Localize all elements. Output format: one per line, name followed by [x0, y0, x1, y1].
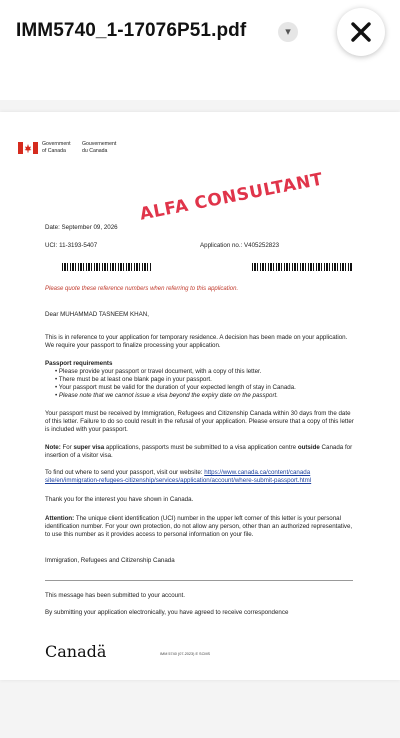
received-paragraph: Your passport must be received by Immigration, Refugees and Citizenship Canada within 30 days from the date of this letter. Failure to do so could result in the refusal of your application. Please ensure that a copy of this letter is included with your passport.	[45, 410, 354, 434]
viewer-header	[0, 0, 400, 100]
application-barcode	[252, 263, 352, 271]
government-en: Government of Canada	[42, 141, 71, 154]
canada-flag-icon	[18, 142, 38, 154]
requirements-list	[55, 368, 357, 400]
letter-date: Date: September 09, 2026	[45, 224, 118, 231]
uci-number: UCI: 11-3193-5407	[45, 242, 98, 249]
form-number: IMM 5740 (07-2023) E SCMS	[160, 652, 211, 656]
find-out-paragraph: To find out where to send your passport, visit our website: https://www.canada.ca/content/canada site/en/immigration-refugees-citizenship/services/application/account/where-submit-passport.html	[45, 469, 312, 485]
file-name[interactable]: IMM5740_1-17076P51.pdf	[16, 20, 247, 41]
divider	[45, 580, 353, 581]
application-number: Application no.: V405252823	[200, 242, 280, 249]
letter-document	[0, 112, 400, 680]
intro-paragraph: This is in reference to your application for temporary residence. A decision has been made on your application. We require your passport to finalize processing your application.	[45, 334, 348, 350]
agreement-note: By submitting your application electronically, you have agreed to receive correspondence	[45, 609, 289, 616]
signoff: Immigration, Refugees and Citizenship Canada	[45, 557, 175, 564]
canada-wordmark: Canadä	[45, 642, 107, 661]
list-item: • Please note that we cannot issue a visa beyond the expiry date on the passport.	[55, 392, 357, 400]
quote-note: Please quote these reference numbers when referring to this application.	[45, 286, 239, 292]
submit-passport-link[interactable]: https://www.canada.ca/content/canada site/en/immigration-refugees-citizenship/services/application/account/where-submit-passport.html	[45, 469, 312, 485]
consultant-stamp: ALFA CONSULTANT	[138, 169, 325, 225]
submitted-note: This message has been submitted to your account.	[45, 592, 185, 599]
uci-barcode	[62, 263, 152, 271]
close-button[interactable]	[337, 8, 385, 56]
list-item: • There must be at least one blank page in your passport.	[55, 376, 357, 384]
government-fr: Gouvernement du Canada	[82, 141, 117, 154]
requirements-heading: Passport requirements	[45, 360, 113, 367]
close-icon	[351, 22, 371, 42]
salutation: Dear MUHAMMAD TASNEEM KHAN,	[45, 311, 149, 318]
chevron-down-icon[interactable]: ▾	[278, 22, 298, 42]
attention-paragraph: Attention: The unique client identification (UCI) number in the upper left corner of this letter is your personal identification number. For your own protection, do not allow any person, other than an authorized representative, to use this number as it provides access to personal information on your file.	[45, 515, 353, 539]
passport-requirements	[45, 360, 357, 400]
thanks-paragraph: Thank you for the interest you have shown in Canada.	[45, 496, 194, 503]
pdf-page[interactable]	[0, 112, 400, 680]
list-item: • Please provide your passport or travel document, with a copy of this letter.	[55, 368, 357, 376]
note-paragraph: Note: For super visa applications, passports must be submitted to a visa application centre outside Canada for insertion of a visitor visa.	[45, 444, 353, 460]
list-item: • Your passport must be valid for the duration of your expected length of stay in Canada.	[55, 384, 357, 392]
